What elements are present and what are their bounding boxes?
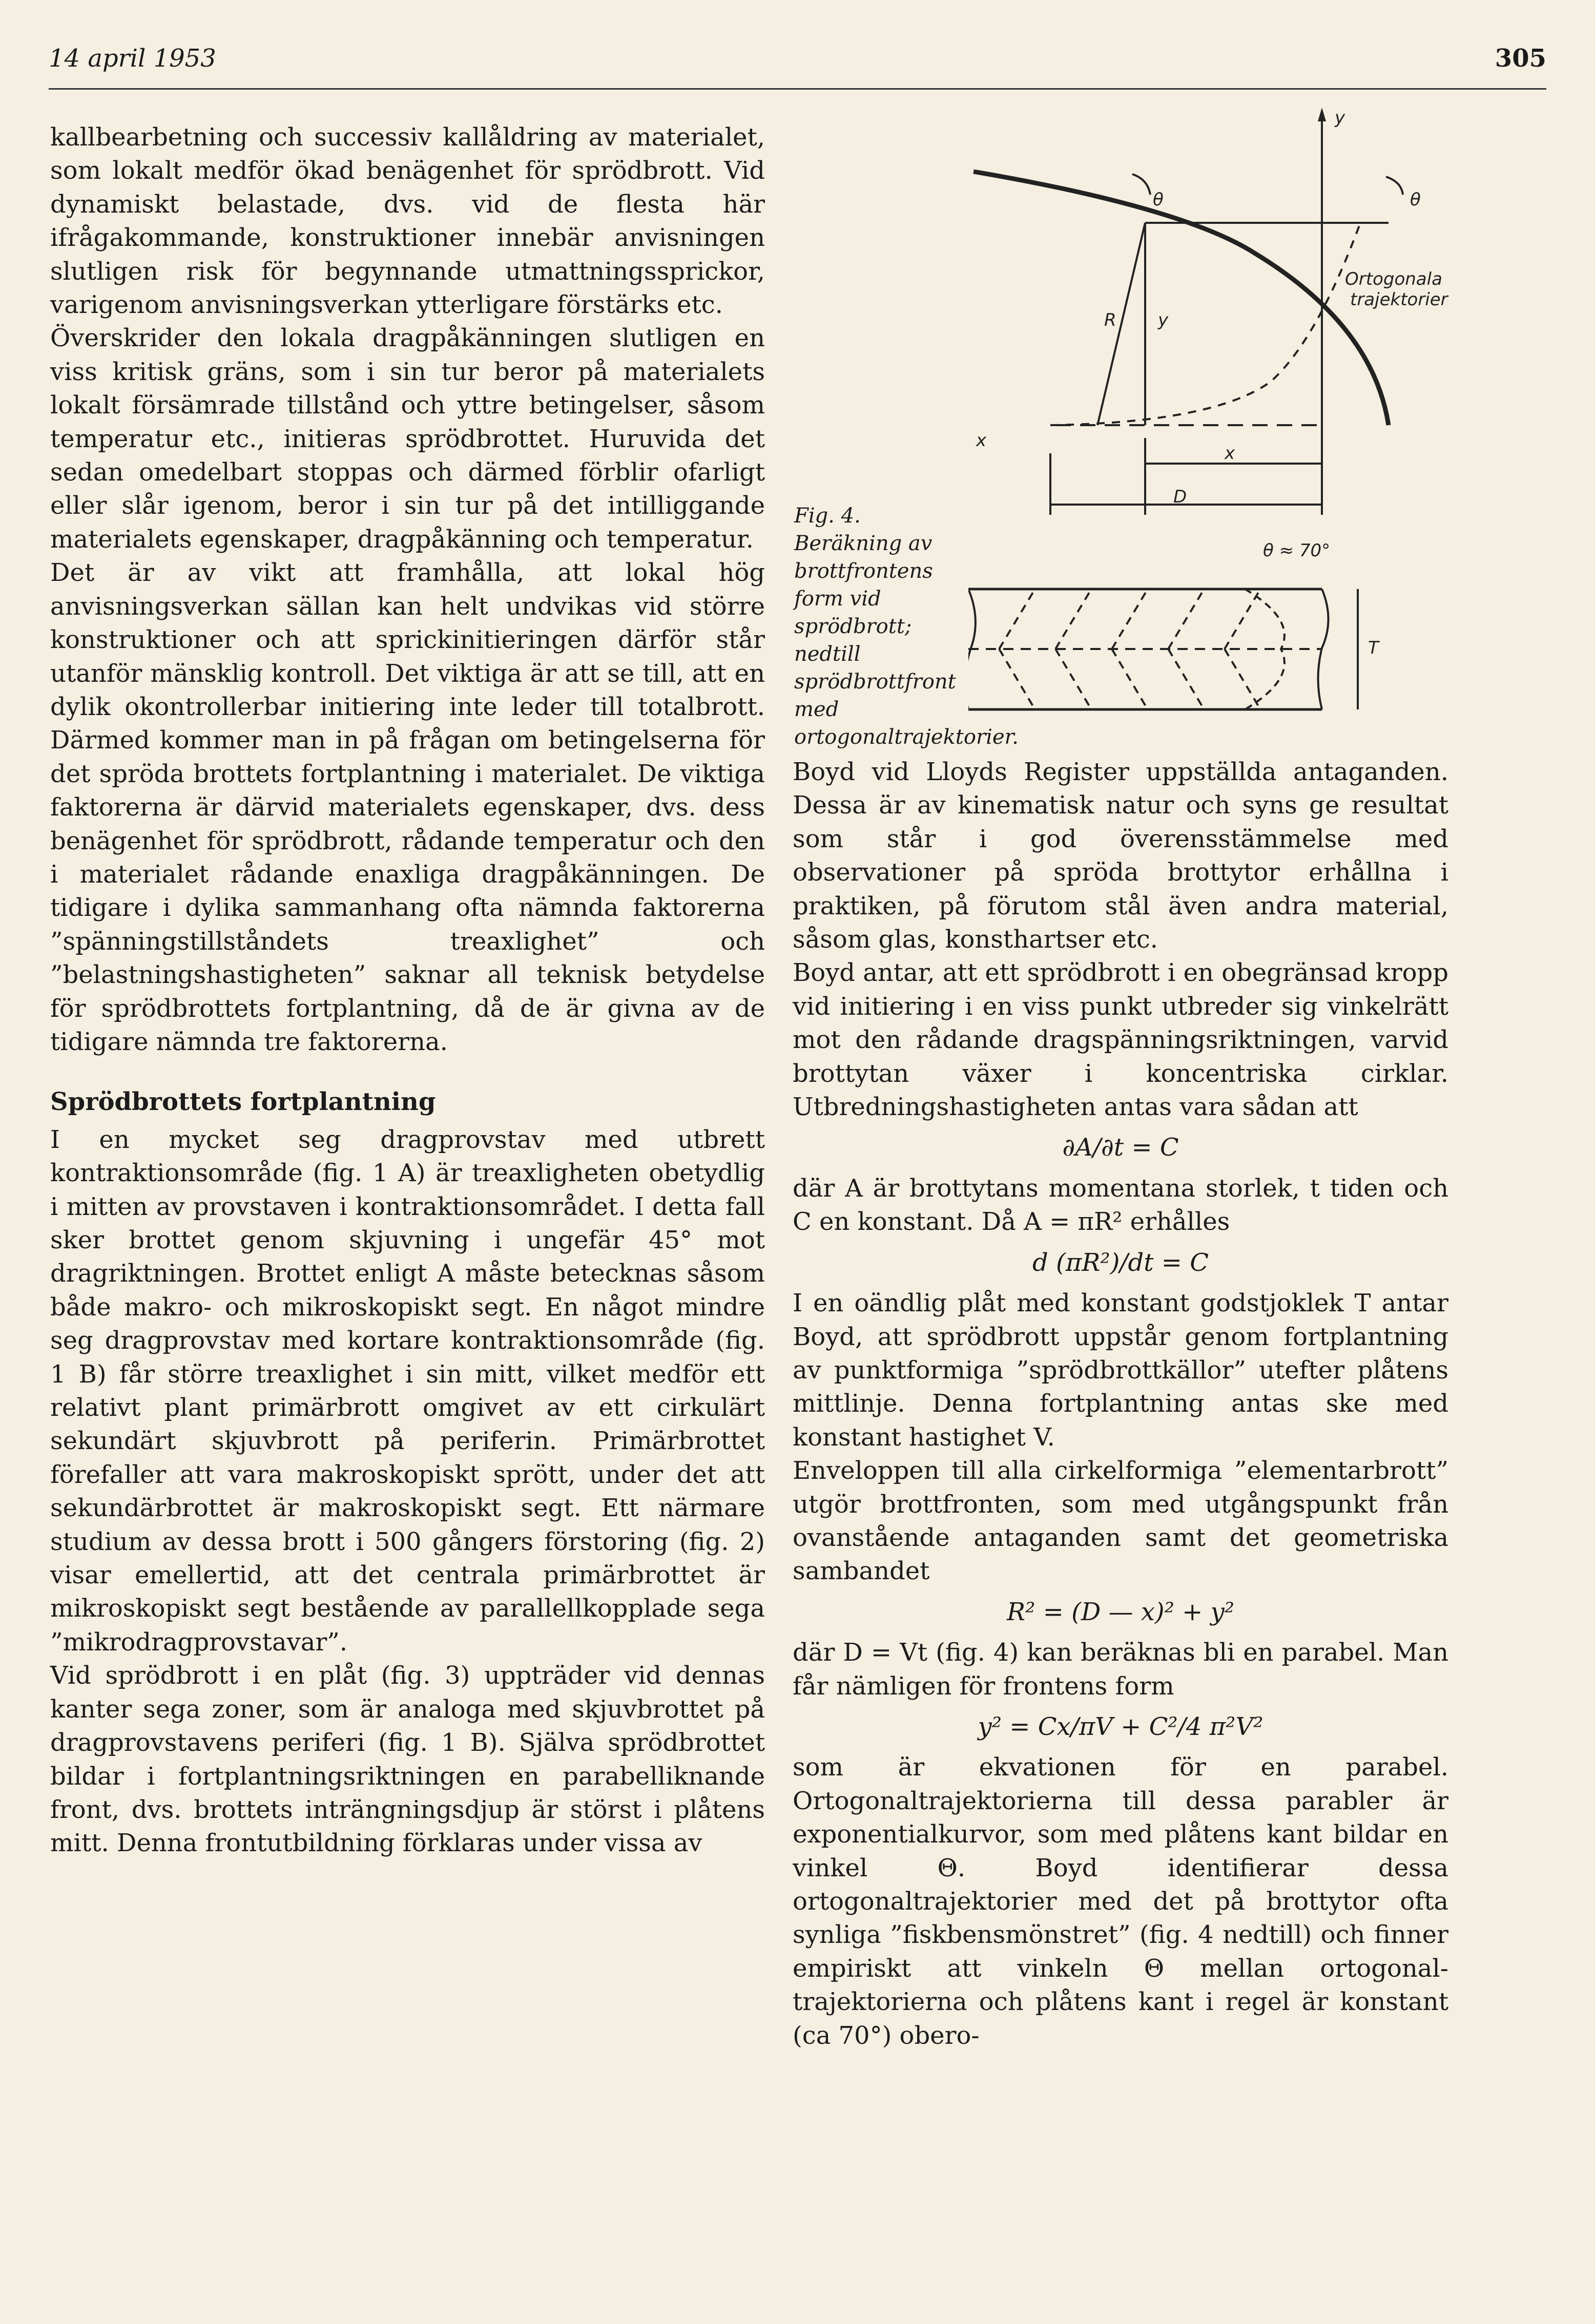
label-x-dim: x (1225, 443, 1235, 464)
theta-arc (1386, 177, 1403, 195)
label-y-segment: y (1158, 310, 1169, 330)
orthogonal-trajectory (1050, 223, 1360, 425)
page-number: 305 (1495, 44, 1546, 73)
label-orthogonal-2: trajektorier (1350, 289, 1448, 310)
equation: y² = Cx/πV + C²/4 π²V² (978, 1712, 1263, 1741)
y-axis-arrow (1318, 108, 1326, 121)
paragraph: där A är brottytans momentana storlek, t tiden och C en konstant. Då A = πR² erhålles (793, 1174, 1448, 1237)
paragraph: kallbearbetning och successiv kallåldring av materialet, som lokalt medför ökad benägenhet för sprödbrott. Vid dynamiskt belastade, dvs. vid de flesta här ifrågakommande, konstruktioner innebär anvisningen slutligen risk för begynnande utmattningssprickor, varigenom anvisningsverkan ytterligare förstärks etc. (50, 123, 765, 320)
label-orthogonal-1: Ortogonala (1345, 269, 1442, 289)
right-column (793, 756, 1448, 2053)
label-theta: θ (1153, 190, 1164, 210)
label-theta: θ (1410, 190, 1421, 210)
paragraph: som är ekvationen för en parabel. Ortogonaltrajektorierna till dessa parabler är exponentialkurvor, som med plåtens kant bildar en vinkel Θ. Boyd identifierar dessa ortogonaltrajektorier med det på brottytor ofta synliga ”fiskbensmönstret” (fig. 4 nedtill) och finner empiriskt att vinkeln Θ mellan ortogonal-trajektorierna och plåtens kant i regel är konstant (ca 70°) obero- (793, 1753, 1448, 2050)
header-date: 14 april 1953 (49, 44, 216, 73)
label-y-axis: y (1335, 108, 1345, 128)
paragraph: Enveloppen till alla cirkelformiga ”elementarbrott” utgör brottfronten, som med utgångspunkt från ovanstående antaganden samt det geometriska sambandet (793, 1456, 1448, 1586)
figure-caption: Fig. 4. Beräkning av brottfrontens form vid sprödbrott; nedtill sprödbrottfront med ortogonaltrajektorier. (794, 504, 1019, 749)
paragraph: Boyd vid Lloyds Register uppställda antaganden. Dessa är av kinematisk natur och syns ge resultat som står i god överensstämmelse med observationer på spröda brottytor erhållna i praktiken, på förutom stål även andra material, såsom glas, konsthartser etc. (793, 758, 1448, 954)
paragraph: Det är av vikt att framhålla, att lokal hög anvisningsverkan sällan kan helt undvikas vid större konstruktioner och att sprickinitieringen därför står utanför mänsklig kontroll. Det viktiga är att se till, att en dylik okontrollerbar initiering inte leder till totalbrott. Därmed kommer man in på frågan om betingelserna för det spröda brottets fortplantning i materialet. De viktiga faktorerna är därvid materialets egenskaper, dvs. dess benägenhet för sprödbrott, rådande temperatur och den i materialet rådande enaxliga dragpåkänningen. De tidigare i dylika sammanhang ofta nämnda faktorerna ”spänningstillståndets treaxlighet” och ”belastningshastigheten” saknar all teknisk betydelse för sprödbrottets fortplantning, då de är givna av de tidigare nämnda tre faktorerna. (50, 558, 765, 1056)
label-x-axis: x (976, 430, 987, 451)
equation: ∂A/∂t = C (1062, 1133, 1179, 1162)
label-T: T (1368, 638, 1379, 658)
label-D-dim: D (1173, 487, 1187, 507)
paragraph: I en oändlig plåt med konstant godstjoklek T antar Boyd, att sprödbrott uppstår genom fortplantning av punktformiga ”sprödbrottkällor” utefter plåtens mittlinje. Denna fortplantning antas ske med konstant hastighet V. (793, 1289, 1448, 1452)
paragraph: Överskrider den lokala dragpåkänningen slutligen en viss kritisk gräns, som i sin tur beror på materialets lokalt försämrade tillstånd och yttre betingelser, såsom temperatur etc., initieras sprödbrottet. Huruvida det sedan omedelbart stoppas och därmed förblir ofarligt eller slår igenom, beror i sin tur på det intilliggande materialets egenskaper, dragpåkänning och temperatur. (50, 324, 765, 554)
label-R: R (1104, 310, 1116, 330)
theta-arc (1132, 174, 1150, 195)
equation: d (πR²)/dt = C (1032, 1248, 1209, 1277)
paragraph: där D = Vt (fig. 4) kan beräknas bli en parabel. Man får nämligen för frontens form (793, 1638, 1448, 1701)
fracture-front-curve (973, 172, 1389, 425)
figure-4 (968, 95, 1460, 730)
left-column (50, 121, 765, 1860)
paragraph: Boyd antar, att ett sprödbrott i en obegränsad kropp vid initiering i en viss punkt utbreder sig vinkelrätt mot den rådande dragspänningsriktningen, varvid brottytan växer i koncentriska cirklar. Utbredningshastigheten antas vara sådan att (793, 958, 1448, 1122)
equation: R² = (D — x)² + y² (1007, 1597, 1234, 1626)
paragraph: Vid sprödbrott i en plåt (fig. 3) uppträder vid dennas kanter sega zoner, som är analoga med skjuvbrottet på dragprovstavens periferi (fig. 1 B). Själva sprödbrottet bildar i fortplantningsriktningen en parabelliknande front, dvs. brottets inträngningsdjup är störst i plåtens mitt. Denna frontutbildning förklaras under vissa av (50, 1661, 765, 1858)
paragraph: I en mycket seg dragprovstav med utbrett kontraktionsområde (fig. 1 A) är treaxligheten obetydlig i mitten av provstaven i kontraktionsområdet. I detta fall sker brottet genom skjuvning i ungefär 45° mot dragriktningen. Brottet enligt A måste betecknas såsom både makro- och mikroskopiskt segt. En något mindre seg dragprovstav med kortare kontraktionsområde (fig. 1 B) får större treaxlighet i sin mitt, vilket medför ett relativt plant primärbrott omgivet av ett cirkulärt sekundärt skjuvbrott på periferin. Primärbrottet förefaller att vara makroskopiskt sprött, under det att sekundärbrottet är makroskopiskt segt. Ett närmare studium av dessa brott i 500 gångers förstoring (fig. 2) visar emellertid, att det centrala primärbrottet är mikroskopiskt segt bestående av parallellkopplade sega ”mikrodragprovstavar”. (50, 1125, 765, 1657)
label-theta-approx: θ ≈ 70° (1263, 540, 1331, 561)
section-heading: Sprödbrottets fortplantning (50, 1087, 436, 1117)
figure-drawing (968, 95, 1460, 730)
page-header (49, 41, 1546, 90)
